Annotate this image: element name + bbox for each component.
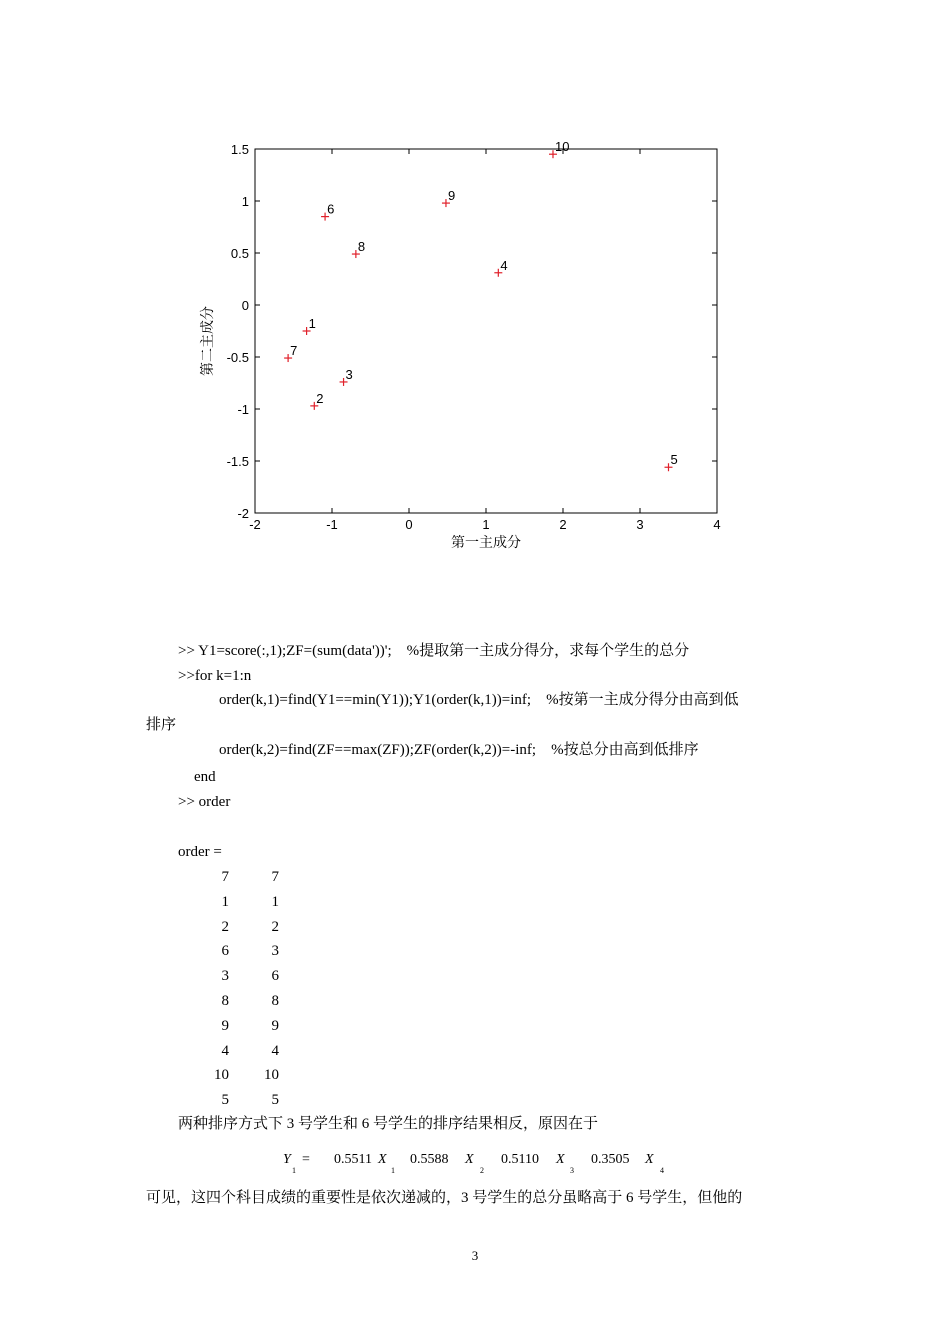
x-tick-label-6: 4 <box>713 517 721 532</box>
result-label: order = <box>178 844 222 860</box>
y-tick-label-6: -1.5 <box>226 454 249 469</box>
scatter-plot-svg <box>190 130 750 570</box>
x-axis-label: 第一主成分 <box>451 535 521 551</box>
order-cell-r10-c2: 5 <box>271 1092 279 1109</box>
y-tick-label-3: 0 <box>241 298 249 313</box>
formula-c4: 0.3505 <box>591 1152 630 1167</box>
code-line-3-code: order(k,1)=find(Y1==min(Y1));Y1(order(k,1))=inf; <box>219 692 532 708</box>
code-line-1 <box>178 641 689 661</box>
point-label-10: 10 <box>554 139 570 155</box>
order-cell-r3-c2: 2 <box>271 918 279 935</box>
point-label-4: 4 <box>500 257 508 273</box>
order-cell-r4-c1: 6 <box>221 943 229 960</box>
order-cell-r8-c2: 4 <box>271 1042 279 1059</box>
order-cell-r4-c2: 3 <box>271 943 279 960</box>
code-line-3 <box>219 690 739 710</box>
order-cell-r7-c1: 9 <box>221 1017 229 1034</box>
x-tick-label-4: 2 <box>559 517 567 532</box>
y-tick-label-4: -0.5 <box>226 350 249 365</box>
order-cell-r6-c2: 8 <box>271 993 279 1009</box>
order-cell-r10-c1: 5 <box>221 1092 229 1109</box>
point-label-2: 2 <box>316 390 324 406</box>
point-label-7: 7 <box>290 343 298 359</box>
x-tick-label-2: 0 <box>405 517 413 532</box>
code-line-3-wrap: 排序 <box>146 717 177 733</box>
order-cell-r2-c1: 1 <box>221 893 229 910</box>
formula-s1: 1 <box>391 1166 395 1175</box>
code-line-1-code: >> Y1=score(:,1);ZF=(sum(data'))'; <box>178 643 392 659</box>
y-axis-label: 第二主成分 <box>200 306 216 376</box>
page-number: 3 <box>471 1248 479 1263</box>
code-line-6: >> order <box>178 794 231 810</box>
order-cell-r1-c2: 7 <box>271 869 279 885</box>
y-tick-label-5: -1 <box>237 402 249 417</box>
formula-v3: X <box>556 1152 565 1167</box>
order-cell-r7-c2: 9 <box>271 1017 279 1034</box>
formula-s2: 2 <box>480 1166 484 1175</box>
formula-c3: 0.5110 <box>501 1152 539 1167</box>
point-label-8: 8 <box>357 239 366 255</box>
x-tick-label-3: 1 <box>482 517 490 532</box>
code-line-5: end <box>194 769 216 785</box>
formula-c2: 0.5588 <box>410 1152 449 1167</box>
order-cell-r5-c1: 3 <box>221 968 229 985</box>
point-label-5: 5 <box>670 452 678 468</box>
formula-lhs: Y <box>283 1152 291 1167</box>
order-cell-r6-c1: 8 <box>221 993 229 1009</box>
order-cell-r5-c2: 6 <box>271 968 279 985</box>
paragraph-1: 两种排序方式下 3 号学生和 6 号学生的排序结果相反，原因在于 <box>178 1116 599 1132</box>
x-tick-label-0: -2 <box>249 517 261 532</box>
order-cell-r1-c1: 7 <box>221 869 229 885</box>
formula-v2: X <box>465 1152 474 1167</box>
formula-lhs-sub: 1 <box>292 1166 296 1175</box>
formula-v4: X <box>645 1152 654 1167</box>
code-line-2: >>for k=1:n <box>178 668 252 684</box>
formula-v1: X <box>378 1152 387 1167</box>
paragraph-2: 可见，这四个科目成绩的重要性是依次递减的，3 号学生的总分虽略高于 6 号学生，但他的 <box>146 1190 743 1206</box>
order-cell-r9-c2: 10 <box>264 1067 279 1084</box>
code-line-3-comment: %按第一主成分得分由高到低 <box>546 692 739 708</box>
order-cell-r9-c1: 10 <box>214 1067 229 1084</box>
order-cell-r8-c1: 4 <box>221 1042 229 1059</box>
point-label-3: 3 <box>345 366 353 382</box>
order-cell-r3-c1: 2 <box>221 918 229 935</box>
code-line-1-comment: %提取第一主成分得分，求每个学生的总分 <box>406 643 690 659</box>
code-line-4-code: order(k,2)=find(ZF==max(ZF));ZF(order(k,2))=-inf; <box>219 742 537 758</box>
y-tick-label-0: 1.5 <box>230 142 249 157</box>
scatter-plot <box>190 130 750 570</box>
formula-s3: 3 <box>570 1166 574 1175</box>
x-tick-label-5: 3 <box>636 517 644 532</box>
point-label-9: 9 <box>447 188 456 204</box>
y-tick-label-2: 0.5 <box>230 246 249 261</box>
y-tick-label-7: -2 <box>237 506 249 521</box>
plot-frame <box>255 149 717 513</box>
formula-s4: 4 <box>660 1166 664 1175</box>
formula-eq: = <box>302 1152 310 1167</box>
formula-c1: 0.5511 <box>334 1152 372 1167</box>
code-line-4-comment: %按总分由高到低排序 <box>551 742 699 758</box>
x-tick-label-1: -1 <box>326 517 338 532</box>
code-line-4 <box>219 740 699 760</box>
point-label-6: 6 <box>327 201 335 217</box>
point-label-1: 1 <box>308 316 316 331</box>
order-cell-r2-c2: 1 <box>271 893 279 910</box>
y-tick-label-1: 1 <box>241 194 249 209</box>
